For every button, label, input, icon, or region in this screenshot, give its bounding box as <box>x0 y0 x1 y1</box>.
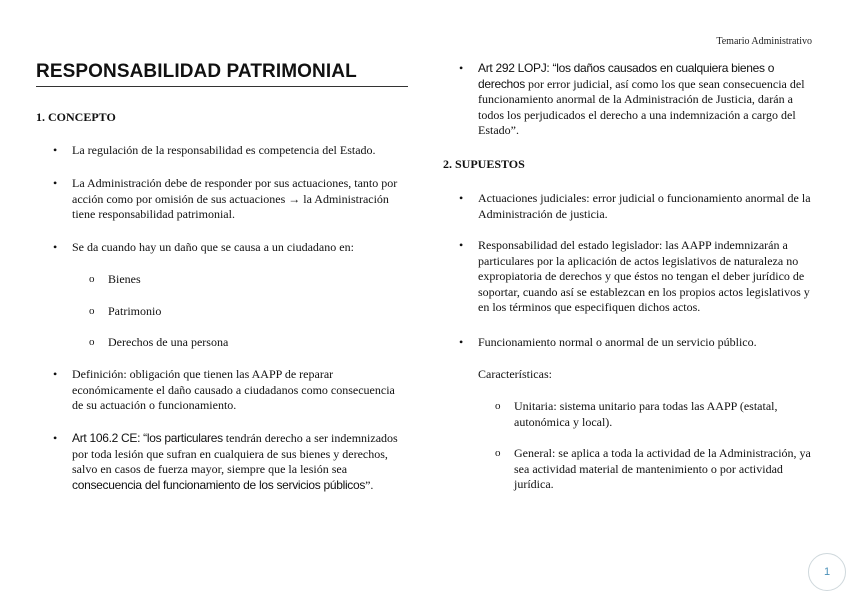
bullet-funcionamiento <box>459 335 813 351</box>
bullet-dot-icon: • <box>53 367 58 381</box>
bullet-dot-icon: • <box>53 143 58 157</box>
bullet-dot-icon: • <box>459 335 464 349</box>
circle-bullet-icon: o <box>89 336 95 348</box>
bullet-dano <box>53 240 407 256</box>
citation-label: Art 292 LOPJ: “ <box>478 61 557 75</box>
subitem-text: Unitaria: sistema unitario para todas las AAPP (estatal, autonómica y local). <box>514 399 778 429</box>
bullet-actuaciones <box>459 191 813 222</box>
bullet-text: Funcionamiento normal o anormal de un servicio público. <box>478 335 757 349</box>
keyword-text: los daños causados en cualquiera bienes o derechos <box>478 61 775 91</box>
bullet-text: La Administración debe de responder por sus actuaciones, tanto por acción como por omisión de sus actuaciones → la Administración tiene responsabilidad patrimonial. <box>72 176 398 221</box>
keyword-text: consecuencia del funcionamiento de los servicios públicos <box>72 477 366 492</box>
bullet-text: Se da cuando hay un daño que se causa a un ciudadano en: <box>72 240 354 254</box>
page-title: RESPONSABILIDAD PATRIMONIAL <box>36 61 408 87</box>
subitem-general <box>495 446 814 493</box>
section-heading-supuestos: 2. SUPUESTOS <box>443 157 525 171</box>
circle-bullet-icon: o <box>495 447 501 459</box>
page-number: 1 <box>808 553 846 591</box>
bullet-text: Definición: obligación que tienen las AAPP de reparar económicamente el daño causado a ciudadanos como consecuencia de su actuación o funcionamiento. <box>72 367 395 412</box>
circle-bullet-icon: o <box>89 273 95 285</box>
bullet-dot-icon: • <box>53 240 58 254</box>
circle-bullet-icon: o <box>89 305 95 317</box>
subitem-patrimonio <box>89 304 388 320</box>
bullet-definicion <box>53 367 407 414</box>
keyword-text: los particulares <box>146 431 223 445</box>
bullet-dot-icon: • <box>459 238 464 252</box>
bullet-text: Actuaciones judiciales: error judicial o funcionamiento anormal de la Administración de justicia. <box>478 191 811 221</box>
bullet-dot-icon: • <box>53 176 58 190</box>
caracteristicas-label: Características: <box>478 367 552 381</box>
subitem-text: Bienes <box>108 272 141 286</box>
bullet-legislador <box>459 238 813 316</box>
bullet-text: Responsabilidad del estado legislador: las AAPP indemnizarán a particulares por la aplicación de actos legislativos de naturaleza no expropiatoria de derechos y que éstos no tengan el deber jurídico de soportar, cuando así se establezcan en los propios actos legislativos y en los términos que especifiquen dichos actos. <box>478 238 810 314</box>
bullet-art-106 <box>53 431 407 493</box>
subitem-unitaria <box>495 399 814 430</box>
subitem-text: Derechos de una persona <box>108 335 229 349</box>
header-note: Temario Administrativo <box>716 36 812 47</box>
circle-bullet-icon: o <box>495 400 501 412</box>
bullet-art-292 <box>459 61 813 139</box>
citation-label: Art 106.2 CE: “ <box>72 431 147 445</box>
bullet-dot-icon: • <box>459 61 464 75</box>
subitem-text: General: se aplica a toda la actividad de la Administración, ya sea actividad material de mantenimiento o por actividad jurídica. <box>514 446 811 491</box>
bullet-text: La regulación de la responsabilidad es competencia del Estado. <box>72 143 376 157</box>
bullet-text: tendrán derecho a ser indemnizados por toda lesión que sufran en cualquiera de sus bienes y derechos, salvo en casos de fuerza mayor, siempre que la lesión sea <box>72 431 398 476</box>
subitem-derechos <box>89 335 388 351</box>
subitem-bienes <box>89 272 388 288</box>
bullet-text: ”. <box>365 477 374 492</box>
bullet-dot-icon: • <box>53 431 58 445</box>
section-heading-concepto: 1. CONCEPTO <box>36 110 116 124</box>
subitem-text: Patrimonio <box>108 304 162 318</box>
bullet-dot-icon: • <box>459 191 464 205</box>
bullet-text: por error judicial, así como los que sean consecuencia del funcionamiento anormal de la Administración de Justicia, darán a todos los perjudicados el derecho a una indemnización a cargo del Estado”. <box>478 76 805 137</box>
bullet-regulacion <box>53 143 407 159</box>
bullet-administracion <box>53 176 407 223</box>
